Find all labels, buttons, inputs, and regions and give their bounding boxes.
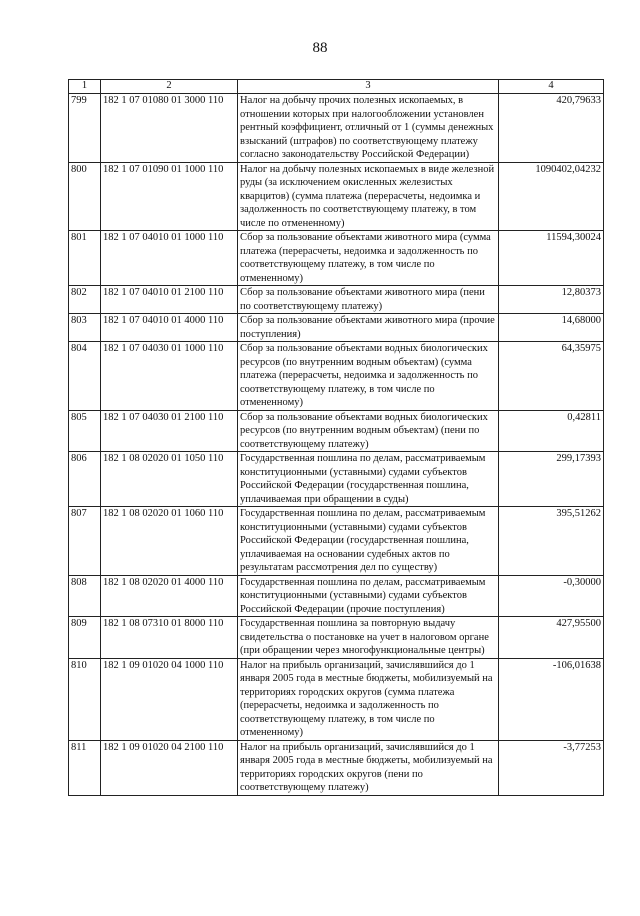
revenue-table [68, 79, 604, 796]
budget-code: 182 1 08 07310 01 8000 110 [101, 617, 238, 659]
budget-code: 182 1 07 01090 01 1000 110 [101, 162, 238, 231]
row-number: 799 [69, 94, 101, 163]
payment-name: Государственная пошлина за повторную выдачу свидетельства о постановке на учет в налоговом органе (при обращении через многофункциональные центры) [238, 617, 499, 659]
header-col-3: 3 [238, 80, 499, 94]
amount-value: 427,95500 [499, 617, 604, 659]
row-number: 803 [69, 314, 101, 342]
budget-code: 182 1 07 04010 01 1000 110 [101, 231, 238, 286]
page-number: 88 [312, 40, 328, 56]
payment-name: Сбор за пользование объектами водных биологических ресурсов (по внутренним водным объектам) (пени по соответствующему платежу) [238, 410, 499, 452]
row-number: 807 [69, 507, 101, 576]
table-row [69, 286, 604, 314]
budget-code: 182 1 08 02020 01 1060 110 [101, 507, 238, 576]
table-row [69, 410, 604, 452]
payment-name: Налог на прибыль организаций, зачислявшийся до 1 января 2005 года в местные бюджеты, мобилизуемый на территориях городских округов (сумма платежа (перерасчеты, недоимка и задолженность по соответствующему платежу, в том числе по отмененному) [238, 658, 499, 740]
header-col-2: 2 [101, 80, 238, 94]
amount-value: 14,68000 [499, 314, 604, 342]
payment-name: Сбор за пользование объектами водных биологических ресурсов (по внутренним водным объектам) (сумма платежа (перерасчеты, недоимка и задолженность по соответствующему платежу, в том числе по отмененному) [238, 342, 499, 411]
amount-value: 420,79633 [499, 94, 604, 163]
header-row [69, 80, 604, 94]
row-number: 800 [69, 162, 101, 231]
table-row [69, 314, 604, 342]
row-number: 802 [69, 286, 101, 314]
budget-code: 182 1 07 01080 01 3000 110 [101, 94, 238, 163]
budget-code: 182 1 07 04030 01 2100 110 [101, 410, 238, 452]
amount-value: 299,17393 [499, 452, 604, 507]
table-row [69, 658, 604, 740]
row-number: 811 [69, 740, 101, 795]
amount-value: 1090402,04232 [499, 162, 604, 231]
payment-name: Государственная пошлина по делам, рассматриваемым конституционными (уставными) судами субъектов Российской Федерации (прочие поступления) [238, 575, 499, 617]
table-row [69, 617, 604, 659]
budget-code: 182 1 07 04030 01 1000 110 [101, 342, 238, 411]
amount-value: -3,77253 [499, 740, 604, 795]
table-row [69, 740, 604, 795]
row-number: 805 [69, 410, 101, 452]
row-number: 801 [69, 231, 101, 286]
row-number: 808 [69, 575, 101, 617]
row-number: 804 [69, 342, 101, 411]
amount-value: 12,80373 [499, 286, 604, 314]
budget-code: 182 1 07 04010 01 4000 110 [101, 314, 238, 342]
table-row [69, 452, 604, 507]
budget-code: 182 1 07 04010 01 2100 110 [101, 286, 238, 314]
payment-name: Государственная пошлина по делам, рассматриваемым конституционными (уставными) судами субъектов Российской Федерации (государственная пошлина, уплачиваемая на основании судебных актов по результатам рассмотрения дел по существу) [238, 507, 499, 576]
amount-value: 64,35975 [499, 342, 604, 411]
amount-value: -106,01638 [499, 658, 604, 740]
table-row [69, 162, 604, 231]
row-number: 810 [69, 658, 101, 740]
budget-code: 182 1 09 01020 04 2100 110 [101, 740, 238, 795]
table-row [69, 575, 604, 617]
payment-name: Налог на прибыль организаций, зачислявшийся до 1 января 2005 года в местные бюджеты, мобилизуемый на территориях городских округов (пени по соответствующему платежу) [238, 740, 499, 795]
header-col-4: 4 [499, 80, 604, 94]
row-number: 806 [69, 452, 101, 507]
table-row [69, 507, 604, 576]
amount-value: 11594,30024 [499, 231, 604, 286]
amount-value: -0,30000 [499, 575, 604, 617]
payment-name: Налог на добычу полезных ископаемых в виде железной руды (за исключением окисленных железистых кварцитов) (сумма платежа (перерасчеты, недоимка и задолженность по соответствующему платежу, в том числе по отмененному) [238, 162, 499, 231]
payment-name: Государственная пошлина по делам, рассматриваемым конституционными (уставными) судами субъектов Российской Федерации (государственная пошлина, уплачиваемая при обращении в суды) [238, 452, 499, 507]
header-col-1: 1 [69, 80, 101, 94]
table-row [69, 94, 604, 163]
table-row [69, 342, 604, 411]
budget-code: 182 1 09 01020 04 1000 110 [101, 658, 238, 740]
budget-code: 182 1 08 02020 01 4000 110 [101, 575, 238, 617]
payment-name: Налог на добычу прочих полезных ископаемых, в отношении которых при налогообложении установлен рентный коэффициент, отличный от 1 (суммы денежных взысканий (штрафов) по соответствующему платежу согласно законодательству Российской Федерации) [238, 94, 499, 163]
amount-value: 395,51262 [499, 507, 604, 576]
payment-name: Сбор за пользование объектами животного мира (прочие поступления) [238, 314, 499, 342]
budget-code: 182 1 08 02020 01 1050 110 [101, 452, 238, 507]
amount-value: 0,42811 [499, 410, 604, 452]
payment-name: Сбор за пользование объектами животного мира (сумма платежа (перерасчеты, недоимка и задолженность по соответствующему платежу, в том числе по отмененному) [238, 231, 499, 286]
row-number: 809 [69, 617, 101, 659]
table-row [69, 231, 604, 286]
payment-name: Сбор за пользование объектами животного мира (пени по соответствующему платежу) [238, 286, 499, 314]
